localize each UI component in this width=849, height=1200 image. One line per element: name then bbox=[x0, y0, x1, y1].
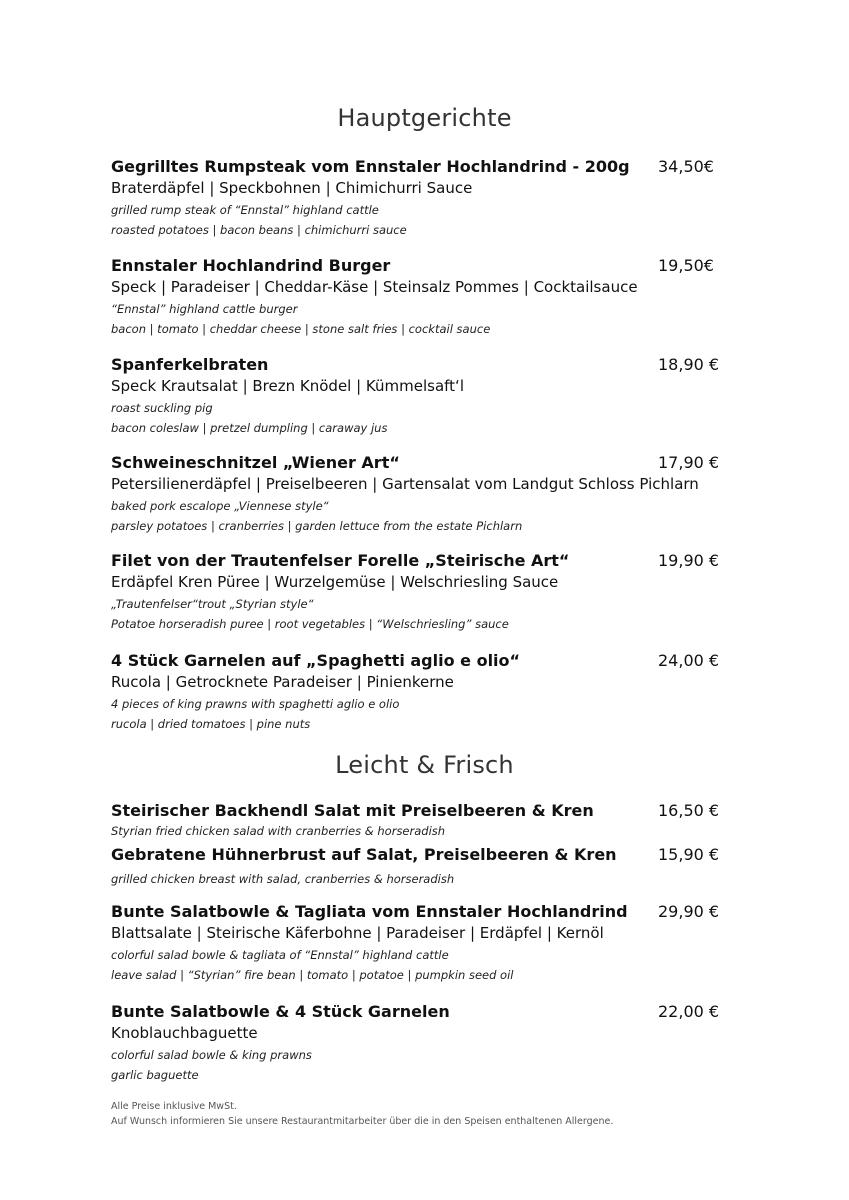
item-translation-sides: bacon coleslaw | pretzel dumpling | caraway jus bbox=[111, 421, 388, 435]
item-translation: colorful salad bowle & king prawns bbox=[111, 1048, 312, 1062]
item-translation: roast suckling pig bbox=[111, 401, 213, 415]
menu-item bbox=[111, 354, 721, 438]
item-sides: Erdäpfel Kren Püree | Wurzelgemüse | Welschriesling Sauce bbox=[111, 573, 559, 591]
item-translation-sides: rucola | dried tomatoes | pine nuts bbox=[111, 717, 311, 731]
vat-note: Alle Preise inklusive MwSt. bbox=[111, 1101, 237, 1112]
item-translation-sides: leave salad | “Styrian” fire bean | tomato | potatoe | pumpkin seed oil bbox=[111, 968, 514, 982]
item-name: Filet von der Trautenfelser Forelle „Steirische Art“ bbox=[111, 551, 570, 570]
item-translation: Styrian fried chicken salad with cranberries & horseradish bbox=[111, 824, 446, 838]
item-price: 34,50€ bbox=[658, 157, 714, 176]
item-price: 15,90 € bbox=[658, 845, 720, 864]
item-price: 16,50 € bbox=[658, 801, 720, 820]
section-title-hauptgerichte: Hauptgerichte bbox=[337, 104, 512, 132]
item-translation: baked pork escalope „Viennese style“ bbox=[111, 499, 329, 513]
menu-item bbox=[111, 550, 721, 634]
item-sides: Rucola | Getrocknete Paradeiser | Pinienkerne bbox=[111, 673, 454, 691]
item-name: Ennstaler Hochlandrind Burger bbox=[111, 256, 391, 275]
allergen-note: Auf Wunsch informieren Sie unsere Restaurantmitarbeiter über die in den Speisen enthaltenen Allergene. bbox=[111, 1116, 614, 1127]
footer-notes bbox=[111, 1099, 613, 1129]
item-sides: Knoblauchbaguette bbox=[111, 1024, 258, 1042]
item-price: 19,50€ bbox=[658, 256, 714, 275]
item-sides: Speck | Paradeiser | Cheddar-Käse | Steinsalz Pommes | Cocktailsauce bbox=[111, 278, 638, 296]
item-translation-sides: Potatoe horseradish puree | root vegetables | “Welschriesling” sauce bbox=[111, 617, 509, 631]
item-sides: Speck Krautsalat | Brezn Knödel | Kümmelsaft‘l bbox=[111, 377, 464, 395]
menu-item bbox=[111, 452, 721, 536]
item-name: Gebratene Hühnerbrust auf Salat, Preiselbeeren & Kren bbox=[111, 845, 617, 864]
item-translation-sides: roasted potatoes | bacon beans | chimichurri sauce bbox=[111, 223, 407, 237]
item-translation: “Ennstal” highland cattle burger bbox=[111, 302, 298, 316]
menu-item bbox=[111, 255, 721, 339]
menu-item bbox=[111, 650, 721, 734]
item-price: 18,90 € bbox=[658, 355, 720, 374]
menu-item bbox=[111, 1001, 721, 1085]
item-translation: grilled chicken breast with salad, cranberries & horseradish bbox=[111, 872, 455, 886]
item-name: Steirischer Backhendl Salat mit Preiselbeeren & Kren bbox=[111, 801, 594, 820]
item-translation: „Trautenfelser“trout „Styrian style“ bbox=[111, 597, 314, 611]
item-price: 17,90 € bbox=[658, 453, 720, 472]
item-sides: Braterdäpfel | Speckbohnen | Chimichurri Sauce bbox=[111, 179, 473, 197]
item-translation: grilled rump steak of “Ennstal” highland cattle bbox=[111, 203, 379, 217]
item-price: 19,90 € bbox=[658, 551, 720, 570]
item-name: Bunte Salatbowle & Tagliata vom Ennstaler Hochlandrind bbox=[111, 902, 628, 921]
item-translation: colorful salad bowle & tagliata of “Ennstal” highland cattle bbox=[111, 948, 449, 962]
item-translation: 4 pieces of king prawns with spaghetti aglio e olio bbox=[111, 697, 400, 711]
item-sides: Blattsalate | Steirische Käferbohne | Paradeiser | Erdäpfel | Kernöl bbox=[111, 924, 604, 942]
item-translation-sides: parsley potatoes | cranberries | garden lettuce from the estate Pichlarn bbox=[111, 519, 523, 533]
menu-item bbox=[111, 800, 721, 841]
item-name: Schweineschnitzel „Wiener Art“ bbox=[111, 453, 400, 472]
item-name: Spanferkelbraten bbox=[111, 355, 269, 374]
item-name: Bunte Salatbowle & 4 Stück Garnelen bbox=[111, 1002, 450, 1021]
item-translation-sides: garlic baguette bbox=[111, 1068, 199, 1082]
item-price: 29,90 € bbox=[658, 902, 720, 921]
menu-item bbox=[111, 844, 721, 889]
item-name: 4 Stück Garnelen auf „Spaghetti aglio e olio“ bbox=[111, 651, 521, 670]
item-price: 24,00 € bbox=[658, 651, 720, 670]
item-translation-sides: bacon | tomato | cheddar cheese | stone salt fries | cocktail sauce bbox=[111, 322, 491, 336]
item-price: 22,00 € bbox=[658, 1002, 720, 1021]
section-title-leicht-frisch: Leicht & Frisch bbox=[335, 751, 514, 779]
item-name: Gegrilltes Rumpsteak vom Ennstaler Hochlandrind - 200g bbox=[111, 157, 630, 176]
menu-item bbox=[111, 901, 721, 985]
menu-item bbox=[111, 156, 721, 240]
item-sides: Petersilienerdäpfel | Preiselbeeren | Gartensalat vom Landgut Schloss Pichlarn bbox=[111, 475, 699, 493]
